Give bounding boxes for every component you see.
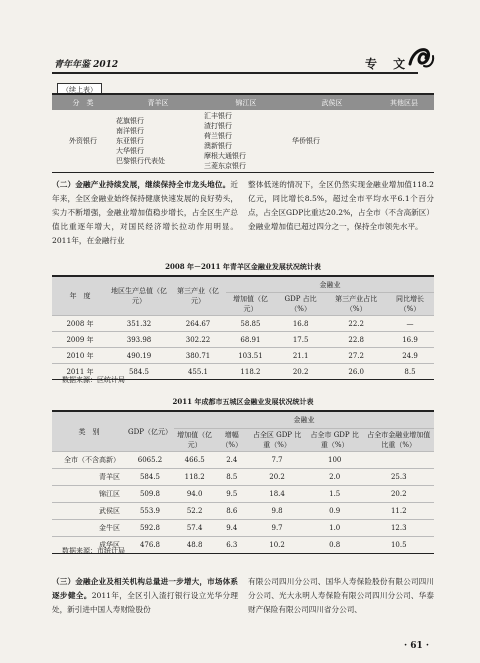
table-row xyxy=(52,452,434,469)
cell: 68.91 xyxy=(226,332,275,348)
journal-title: 青年年鉴 2012 xyxy=(54,60,119,70)
cell: 24.9 xyxy=(386,348,434,364)
foreign-banks-table xyxy=(52,93,434,173)
cell: 8.5 xyxy=(215,469,248,486)
col-header-gdp-share: GDP 占比（%） xyxy=(275,293,326,316)
cell: 52.2 xyxy=(174,503,215,520)
col-header-jinjiang: 锦江区 xyxy=(202,94,290,110)
col-header-finance: 金融业 xyxy=(174,411,434,429)
cell: 2008 年 xyxy=(52,316,108,332)
cell: 全市（不含高新） xyxy=(52,452,126,469)
cell: 2.0 xyxy=(306,469,364,486)
qingyang-finance-table xyxy=(52,275,434,380)
col-header-wuhou: 武侯区 xyxy=(290,94,374,110)
col-header-yoy: 同比增长（%） xyxy=(386,293,434,316)
cell: 380.71 xyxy=(170,348,226,364)
col-header-city-finance-share: 占全市金融业增加值比重（%） xyxy=(363,429,434,452)
cell: 466.5 xyxy=(174,452,215,469)
paragraph-body: 近年来，全区金融业始终保持健康快速发展的良好势头，实力不断增强，金融业增加值稳步增长，占全区生产总值比重逐年增大，对国民经济增长拉动作用明显。2011年，在金融行业 xyxy=(52,180,238,245)
swirl-logo-icon xyxy=(406,42,436,72)
cell: 27.2 xyxy=(326,348,386,364)
list-item: 荷兰银行 xyxy=(204,132,232,140)
cell: 2009 年 xyxy=(52,332,108,348)
col-header-gdp: GDP（亿元） xyxy=(126,411,174,452)
cell: 成华区 xyxy=(52,537,126,554)
cell: 455.1 xyxy=(170,364,226,380)
cell: 351.32 xyxy=(108,316,170,332)
cell: 7.7 xyxy=(248,452,306,469)
cell: 20.2 xyxy=(363,486,434,503)
cell: 57.4 xyxy=(174,520,215,537)
col-header-type: 类 别 xyxy=(52,411,126,452)
cell: 21.1 xyxy=(275,348,326,364)
list-item: 大华银行 xyxy=(116,147,144,155)
cell: 6065.2 xyxy=(126,452,174,469)
list-item: 摩根大通银行 xyxy=(204,152,246,160)
cell: 584.5 xyxy=(108,364,170,380)
table-source-note: 数据来源：市统计局 xyxy=(62,547,125,555)
cell: 8.6 xyxy=(215,503,248,520)
cell: 16.9 xyxy=(386,332,434,348)
cell: 118.2 xyxy=(226,364,275,380)
col-header-other: 其他区县 xyxy=(374,94,434,110)
section-title: 专 文 xyxy=(365,57,412,71)
cell: 2011 年 xyxy=(52,364,108,380)
cell: 武侯区 xyxy=(52,503,126,520)
cell: 100 xyxy=(306,452,364,469)
table-row xyxy=(52,486,434,503)
col-header-value-added: 增加值（亿元） xyxy=(226,293,275,316)
list-item: 巴黎银行代表处 xyxy=(116,157,165,165)
list-item: 渣打银行 xyxy=(204,122,232,130)
cell: 6.3 xyxy=(215,537,248,554)
table-source-note: 数据来源：区统计局 xyxy=(62,376,125,384)
cell: 9.8 xyxy=(248,503,306,520)
table-title-five-districts: 2011 年成都市五城区金融业发展状况统计表 xyxy=(172,397,314,406)
col-header-district-gdp-share: 占全区 GDP 比重（%） xyxy=(248,429,306,452)
five-districts-finance-table xyxy=(52,410,434,554)
cell: 490.19 xyxy=(108,348,170,364)
list-item: 华侨银行 xyxy=(292,137,320,145)
cell: 16.8 xyxy=(275,316,326,332)
col-header-tertiary: 第三产业（亿元） xyxy=(170,276,226,316)
cell: 10.2 xyxy=(248,537,306,554)
cell: 2.4 xyxy=(215,452,248,469)
cell: 584.5 xyxy=(126,469,174,486)
cell: 302.22 xyxy=(170,332,226,348)
cell: 20.2 xyxy=(248,469,306,486)
cell: 94.0 xyxy=(174,486,215,503)
cell: 金牛区 xyxy=(52,520,126,537)
cell: — xyxy=(386,316,434,332)
cell: 103.51 xyxy=(226,348,275,364)
cell: 17.5 xyxy=(275,332,326,348)
cell: 553.9 xyxy=(126,503,174,520)
table-row xyxy=(52,332,434,348)
cell: 12.3 xyxy=(363,520,434,537)
list-item: 花旗银行 xyxy=(116,117,144,125)
col-header-tertiary-share: 第三产业占比（%） xyxy=(326,293,386,316)
cell: 393.98 xyxy=(108,332,170,348)
table-row xyxy=(52,469,434,486)
cell: 8.5 xyxy=(386,364,434,380)
cell: 11.2 xyxy=(363,503,434,520)
col-header-gdp: 地区生产总值（亿元） xyxy=(108,276,170,316)
cell: 0.8 xyxy=(306,537,364,554)
paragraph-body: 2011年，全区引入渣打银行设立光华分理处，新引进中国人寿财险股份 xyxy=(52,591,238,614)
cell: 2010 年 xyxy=(52,348,108,364)
cell: 22.2 xyxy=(326,316,386,332)
col-header-value-added: 增加值（亿元） xyxy=(174,429,215,452)
cell: 264.67 xyxy=(170,316,226,332)
list-item: 澳新银行 xyxy=(204,142,232,150)
cell: 509.8 xyxy=(126,486,174,503)
cell: 476.8 xyxy=(126,537,174,554)
table-row xyxy=(52,348,434,364)
cell: 48.8 xyxy=(174,537,215,554)
continued-label: （续上表） xyxy=(57,83,102,97)
cell: 26.0 xyxy=(326,364,386,380)
cell: 9.4 xyxy=(215,520,248,537)
cell: 20.2 xyxy=(275,364,326,380)
list-item: 南洋银行 xyxy=(116,127,144,135)
list-item: 汇丰银行 xyxy=(204,112,232,120)
cell: 10.5 xyxy=(363,537,434,554)
table-row xyxy=(52,520,434,537)
cell: 22.8 xyxy=(326,332,386,348)
cell: 58.85 xyxy=(226,316,275,332)
paragraph-institutions xyxy=(52,575,238,617)
page-number: · 61 · xyxy=(404,641,430,651)
cell: 18.4 xyxy=(248,486,306,503)
cell: 1.5 xyxy=(306,486,364,503)
col-header-category: 分 类 xyxy=(52,94,114,110)
col-header-city-gdp-share: 占全市 GDP 比重（%） xyxy=(306,429,364,452)
qingyang-bank-list xyxy=(114,110,202,173)
table-row xyxy=(52,316,434,332)
paragraph-institutions-cont: 有限公司四川分公司、国华人寿保险股份有限公司四川分公司、光大永明人寿保险有限公司四川分公司、华泰财产保险有限公司四川省分公司、 xyxy=(248,577,434,614)
paragraph-finance-industry-cont: 整体低迷的情况下，全区仍然实现金融业增加值118.2亿元，同比增长8.5%，超过全市平均水平6.1个百分点，占全区GDP比重达20.2%，占全市（不含高新区）金融业增加值已超过四分之一，保持全市领先水平。 xyxy=(248,180,434,231)
list-item: 三菱东京银行 xyxy=(204,162,246,170)
col-header-year: 年 度 xyxy=(52,276,108,316)
wuhou-bank-list xyxy=(290,110,374,173)
row-label-foreign-banks: 外资银行 xyxy=(69,137,97,145)
cell: 9.5 xyxy=(215,486,248,503)
cell: 592.8 xyxy=(126,520,174,537)
table-title-qingyang: 2008 年－2011 年青羊区金融业发展状况统计表 xyxy=(165,262,321,271)
cell: 1.0 xyxy=(306,520,364,537)
cell: 25.3 xyxy=(363,469,434,486)
jinjiang-bank-list xyxy=(202,110,290,173)
paragraph-lead: （三）金融企业及相关机构总量进一步增大，市场体系逐步健全。 xyxy=(52,577,238,600)
col-header-growth: 增幅（%） xyxy=(215,429,248,452)
paragraph-lead: （二）金融产业持续发展，继续保持全市龙头地位。 xyxy=(52,180,231,189)
other-bank-list xyxy=(374,110,434,173)
header-rule xyxy=(52,72,418,74)
table-row xyxy=(52,503,434,520)
cell: 0.9 xyxy=(306,503,364,520)
col-header-qingyang: 青羊区 xyxy=(114,94,202,110)
list-item: 东亚银行 xyxy=(116,137,144,145)
cell: 118.2 xyxy=(174,469,215,486)
cell: 青羊区 xyxy=(52,469,126,486)
cell: 锦江区 xyxy=(52,486,126,503)
cell: 9.7 xyxy=(248,520,306,537)
col-header-finance: 金融业 xyxy=(226,276,434,293)
paragraph-finance-industry xyxy=(52,178,238,248)
cell xyxy=(363,452,434,469)
